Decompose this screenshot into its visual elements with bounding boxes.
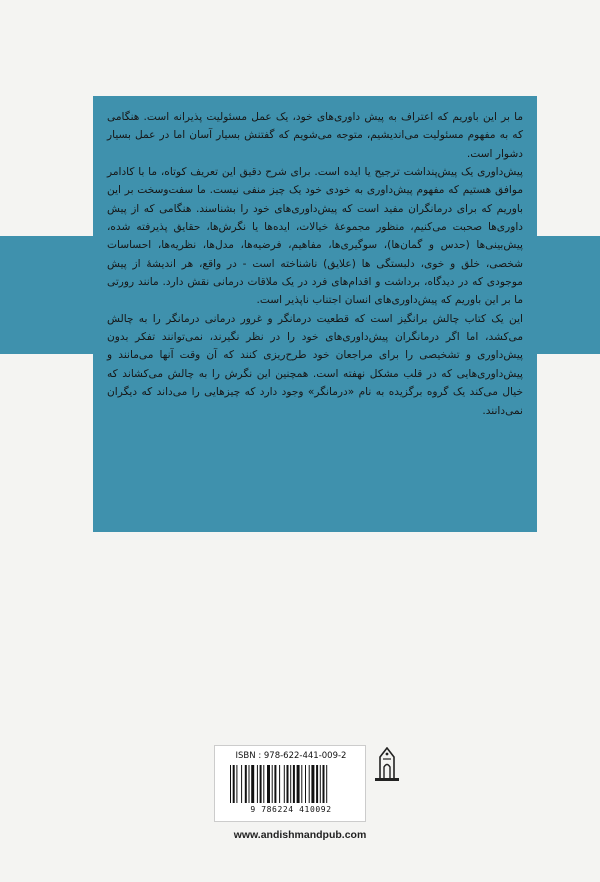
publisher-website: www.andishmandpub.com: [233, 829, 367, 841]
isbn-barcode: [214, 745, 366, 822]
blurb-paragraph-3: این یک کتاب چالش برانگیز است که قطعیت درمانگر و غرور درمانی درمانگر را به چالش می‌کشد، اما اگر درمانگران پیش‌داوری‌های خود را در نظر نگیرند، نمی‌توانند تفکر بدون پیش‌داوری و تشخیصی را برای مراجعان خود طرح‌ریزی کنند که آن وقت آنها می‌مانند و پیش‌داوری‌هایی که در قلب مشکل نهفته است. همچنین این نگرش را به چالش می‌کشاند که خیال می‌کند یک گروه برگزیده به نام «درمانگر» وجود دارد که چیزهایی را می‌داند که دیگران نمی‌دانند.: [107, 312, 523, 417]
blurb-panel: [93, 96, 537, 532]
barcode-digits: 9 786224 410092: [250, 805, 332, 814]
blurb-paragraph-1: ما بر این باوریم که اعتراف به پیش داوری‌های خود، یک عمل مسئولیت پذیرانه است. هنگامی که به مفهوم مسئولیت می‌اندیشیم، متوجه می‌شویم که گفتنش بسیار آسان اما در عمل بسیار دشوار است.: [107, 111, 523, 160]
publisher-tower-logo: [372, 747, 402, 783]
isbn-label: ISBN : 978-622-441-009-2: [235, 751, 347, 761]
barcode-bars: [229, 765, 355, 803]
blurb-paragraph-2: پیش‌داوری یک پیش‌پنداشت ترجیح یا ایده است. برای شرح دقیق این تعریف کوتاه، ما با کادامر موافق هستیم که مفهوم پیش‌داوری به خودی خود یک چیز منفی نیست. ما سفت‌وسخت بر این باوریم که برای درمانگران مفید است که پیش‌داوری‌های خود را بشناسند. هنگامی که از پیش داوری‌ها صحبت می‌کنیم، منظور مجموعهٔ خیالات، ایده‌ها یا نگرش‌ها، حقایق پذیرفته شده، پیش‌بینی‌ها (حدس و گمان‌ها)، سوگیری‌ها، مفاهیم، فرضیه‌ها، مدل‌ها، نظریه‌ها، احساسات شخصی، خلق و خوی، دلبستگی ها (علایق) ناشناخته است - در واقع، هر اندیشهٔ از پیش موجودی که در دیدگاه، برداشت و اقدام‌های فرد در یک ملاقات درمانی نقش دارد. مانند رورتی ما بر این باوریم که پیش‌داوری‌های انسان اجتناب ناپذیر است.: [107, 166, 523, 307]
